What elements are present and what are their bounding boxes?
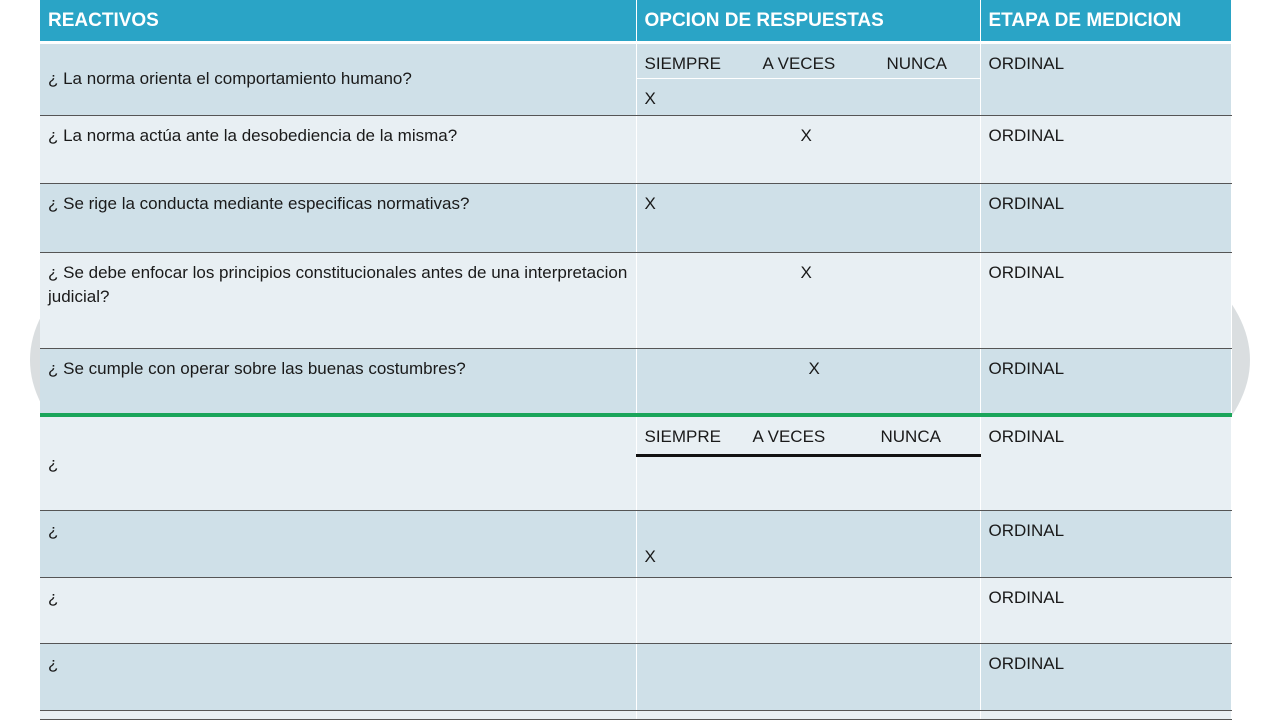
stage-cell: ORDINAL [980, 511, 1231, 577]
question-cell: ¿ [40, 511, 636, 577]
question-cell: ¿ [40, 415, 636, 511]
stage-cell: ORDINAL [980, 184, 1231, 253]
answer-cell: X [636, 349, 980, 415]
options-labels [645, 52, 972, 76]
question-cell: ¿ Se rige la conducta mediante especificas normativas? [40, 184, 636, 253]
option-nunca: NUNCA [880, 427, 941, 447]
header-opcion-respuestas: OPCION DE RESPUESTAS [636, 0, 980, 43]
options-labels [645, 425, 972, 449]
answer-cell: X [636, 511, 980, 577]
option-nunca: NUNCA [886, 54, 947, 73]
stage-cell: ORDINAL [980, 252, 1231, 349]
question-cell: ¿ Se cumple con operar sobre las buenas costumbres? [40, 349, 636, 415]
options-header-cell [636, 415, 980, 455]
header-etapa-medicion: ETAPA DE MEDICION [980, 0, 1231, 43]
answer-cell: X [636, 252, 980, 349]
question-cell: ¿ [40, 577, 636, 643]
option-a-veces: A VECES [762, 54, 836, 73]
header-reactivos: REACTIVOS [40, 0, 636, 43]
question-cell: ¿ La norma actúa ante la desobediencia de la misma? [40, 115, 636, 184]
stage-cell: ORDINAL [980, 415, 1231, 511]
option-siempre: SIEMPRE [644, 54, 722, 73]
answer-cell [636, 644, 980, 710]
options-header-cell [636, 43, 980, 79]
stage-cell: ORDINAL [980, 43, 1231, 116]
stage-cell: ORDINAL [980, 349, 1231, 415]
stage-cell: ORDINAL [980, 644, 1231, 710]
empty-cell [980, 710, 1231, 719]
option-a-veces: A VECES [752, 427, 826, 447]
answer-cell [636, 456, 980, 511]
option-siempre: SIEMPRE [644, 427, 722, 447]
answer-cell: X [636, 79, 980, 115]
answer-cell [636, 577, 980, 643]
empty-cell [636, 710, 980, 719]
answer-cell: X [636, 184, 980, 253]
stage-cell: ORDINAL [980, 577, 1231, 643]
answer-cell: X [636, 115, 980, 184]
stage-cell: ORDINAL [980, 115, 1231, 184]
survey-table [40, 0, 1232, 720]
empty-cell [40, 710, 636, 719]
question-cell: ¿ La norma orienta el comportamiento humano? [40, 43, 636, 116]
question-cell: ¿ Se debe enfocar los principios constitucionales antes de una interpretacion judicial? [40, 252, 636, 349]
question-cell: ¿ [40, 644, 636, 710]
